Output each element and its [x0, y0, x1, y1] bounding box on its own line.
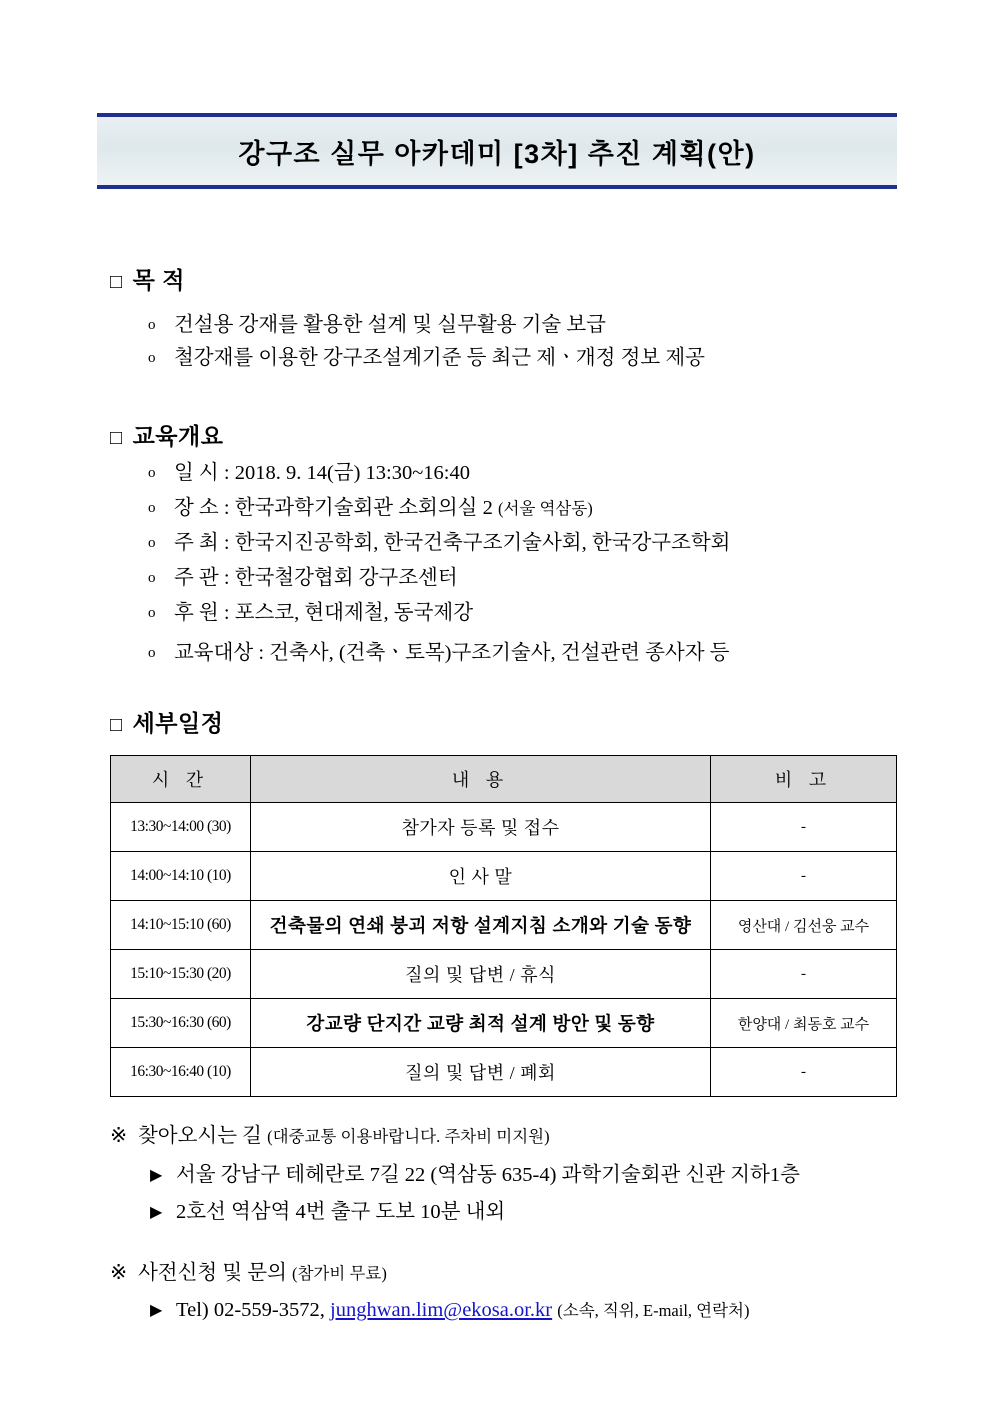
directions-item [150, 1157, 800, 1187]
contact-tel: Tel) 02-559-3572, [176, 1299, 325, 1321]
list-item [148, 641, 729, 666]
contact-email-link[interactable]: junghwan.lim@ekosa.or.kr [330, 1299, 553, 1321]
table-row [111, 803, 897, 852]
list-item-text: 철강재를 이용한 강구조설계기준 등 최근 제ㆍ개정 정보 제공 [174, 347, 705, 369]
circle-bullet-icon: o [148, 535, 156, 551]
square-bullet-icon: □ [110, 714, 123, 736]
list-item-text: 한국지진공학회, 한국건축구조기술사회, 한국강구조학회 [234, 532, 731, 554]
list-item [148, 346, 705, 371]
directions-heading [110, 1118, 550, 1148]
list-item-label: 교육대상 : [174, 642, 265, 664]
contact-heading-label: 사전신청 및 문의 [138, 1262, 287, 1284]
cell-content: 강교량 단지간 교량 최적 설계 방안 및 동향 [251, 999, 711, 1048]
cell-note: - [711, 1048, 897, 1097]
cell-content: 건축물의 연쇄 붕괴 저항 설계지침 소개와 기술 동향 [251, 901, 711, 950]
section-heading-purpose-label: 목 적 [132, 267, 185, 293]
list-item-label: 주 관 : [174, 567, 230, 589]
list-item-label: 후 원 : [174, 602, 230, 624]
page-title: 강구조 실무 아카데미 [3차] 추진 계획(안) [238, 138, 756, 169]
schedule-table [110, 755, 897, 1097]
list-item [148, 313, 606, 338]
directions-heading-note: (대중교통 이용바랍니다. 주차비 미지원) [267, 1127, 550, 1146]
cell-time: 15:10~15:30 (20) [111, 950, 251, 999]
triangle-right-icon: ▶ [150, 1302, 163, 1319]
circle-bullet-icon: o [148, 605, 156, 621]
circle-bullet-icon: o [148, 465, 156, 481]
document-title-banner [97, 113, 897, 189]
cell-time: 15:30~16:30 (60) [111, 999, 251, 1048]
table-row [111, 950, 897, 999]
list-item-label: 주 최 : [174, 532, 230, 554]
cell-time: 14:10~15:10 (60) [111, 901, 251, 950]
list-item-label: 일 시 : [174, 462, 230, 484]
triangle-right-icon: ▶ [150, 1167, 163, 1184]
directions-item [150, 1194, 505, 1224]
cell-note: - [711, 852, 897, 901]
cell-note: 영산대 / 김선웅 교수 [711, 901, 897, 950]
cell-time: 13:30~14:00 (30) [111, 803, 251, 852]
table-header-row [111, 756, 897, 803]
list-item-text: 건축사, (건축ㆍ토목)구조기술사, 건설관련 종사자 등 [269, 642, 730, 664]
cell-content: 인 사 말 [251, 852, 711, 901]
asterisk-icon: ※ [110, 1262, 128, 1284]
asterisk-icon: ※ [110, 1125, 128, 1147]
directions-heading-label: 찾아오시는 길 [138, 1125, 262, 1147]
circle-bullet-icon: o [148, 317, 156, 333]
list-item [148, 566, 458, 591]
cell-note: - [711, 950, 897, 999]
contact-heading-note: (참가비 무료) [292, 1264, 387, 1283]
directions-item-text: 2호선 역삼역 4번 출구 도보 10분 내외 [176, 1201, 506, 1223]
list-item-label: 장 소 : [174, 497, 230, 519]
section-heading-schedule-label: 세부일정 [132, 710, 224, 736]
cell-note: - [711, 803, 897, 852]
list-item-text: 건설용 강재를 활용한 설계 및 실무활용 기술 보급 [174, 314, 606, 336]
list-item-text: 한국과학기술회관 소회의실 2 [234, 497, 493, 519]
section-heading-overview [110, 418, 223, 451]
list-item [148, 461, 470, 486]
contact-email-note: (소속, 직위, E-mail, 연락처) [557, 1301, 750, 1320]
list-item [148, 496, 593, 521]
circle-bullet-icon: o [148, 645, 156, 661]
cell-time: 16:30~16:40 (10) [111, 1048, 251, 1097]
table-row [111, 901, 897, 950]
circle-bullet-icon: o [148, 500, 156, 516]
cell-time: 14:00~14:10 (10) [111, 852, 251, 901]
section-heading-overview-label: 교육개요 [132, 423, 224, 449]
column-header-content: 내 용 [251, 756, 711, 803]
square-bullet-icon: □ [110, 427, 123, 449]
circle-bullet-icon: o [148, 570, 156, 586]
cell-content: 참가자 등록 및 접수 [251, 803, 711, 852]
cell-note: 한양대 / 최동호 교수 [711, 999, 897, 1048]
cell-content: 질의 및 답변 / 폐회 [251, 1048, 711, 1097]
table-row [111, 852, 897, 901]
list-item [148, 531, 730, 556]
directions-item-text: 서울 강남구 테헤란로 7길 22 (역삼동 635-4) 과학기술회관 신관 지하1층 [176, 1164, 800, 1186]
circle-bullet-icon: o [148, 350, 156, 366]
column-header-time: 시 간 [111, 756, 251, 803]
list-item [148, 601, 473, 626]
list-item-text: 한국철강협회 강구조센터 [234, 567, 458, 589]
table-row [111, 1048, 897, 1097]
list-item-text: 포스코, 현대제철, 동국제강 [234, 602, 474, 624]
contact-heading [110, 1255, 387, 1285]
section-heading-purpose [110, 262, 185, 295]
list-item-note: (서울 역삼동) [497, 499, 593, 518]
section-heading-schedule [110, 705, 223, 738]
triangle-right-icon: ▶ [150, 1204, 163, 1221]
table-row [111, 999, 897, 1048]
square-bullet-icon: □ [110, 271, 123, 293]
cell-content: 질의 및 답변 / 휴식 [251, 950, 711, 999]
contact-item [150, 1297, 749, 1322]
list-item-text: 2018. 9. 14(금) 13:30~16:40 [234, 462, 471, 484]
column-header-note: 비 고 [711, 756, 897, 803]
